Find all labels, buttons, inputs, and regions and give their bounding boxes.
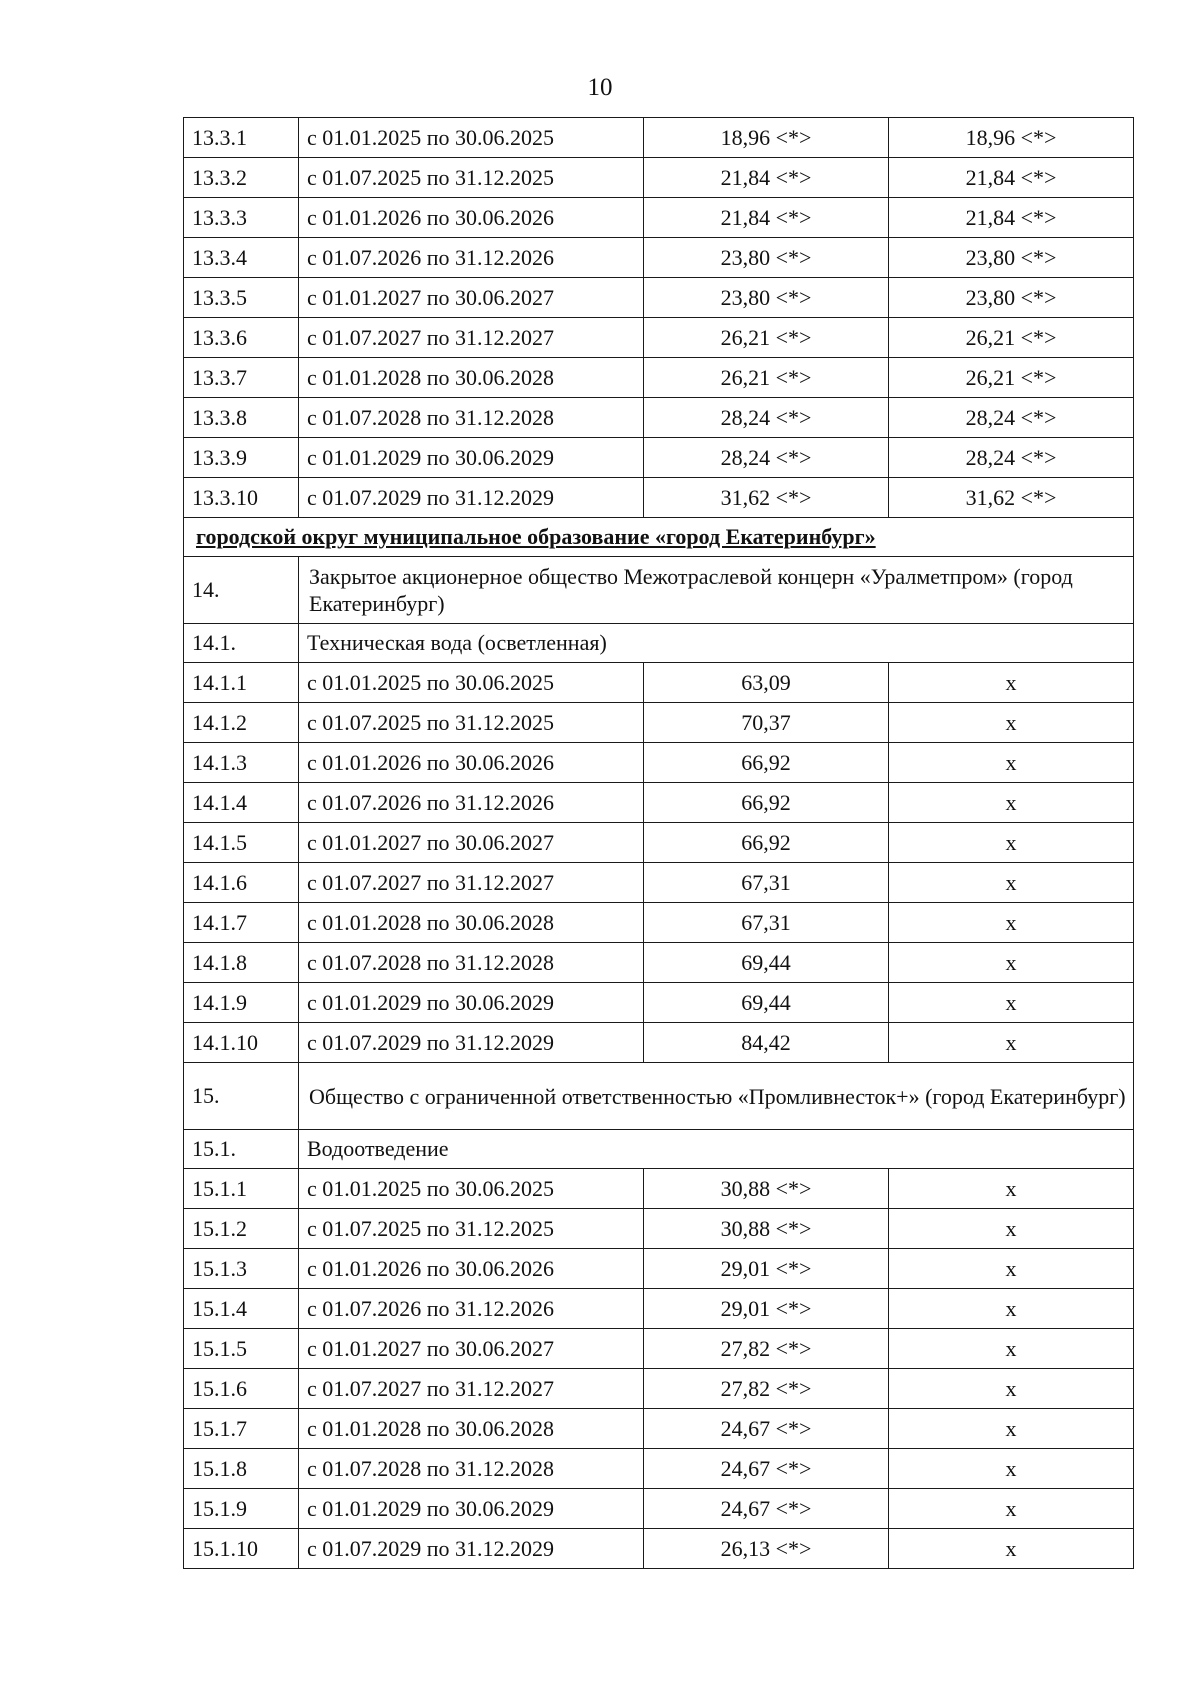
tariff-value-2: 21,84 <*> bbox=[889, 198, 1134, 238]
tariff-table bbox=[183, 117, 1134, 1569]
service-number: 14.1. bbox=[184, 624, 299, 663]
period-cell: с 01.01.2026 по 30.06.2026 bbox=[299, 198, 644, 238]
tariff-value-2: 26,21 <*> bbox=[889, 358, 1134, 398]
table-row bbox=[184, 1329, 1134, 1369]
row-number: 14.1.7 bbox=[184, 903, 299, 943]
tariff-value-2: х bbox=[889, 943, 1134, 983]
table-row bbox=[184, 398, 1134, 438]
tariff-value-2: х bbox=[889, 1329, 1134, 1369]
tariff-value-1: 27,82 <*> bbox=[644, 1369, 889, 1409]
section-heading-row bbox=[184, 518, 1134, 557]
tariff-value-1: 23,80 <*> bbox=[644, 278, 889, 318]
tariff-value-2: х bbox=[889, 1529, 1134, 1569]
tariff-value-1: 29,01 <*> bbox=[644, 1289, 889, 1329]
table-row bbox=[184, 743, 1134, 783]
table-row bbox=[184, 1209, 1134, 1249]
tariff-value-1: 28,24 <*> bbox=[644, 398, 889, 438]
row-number: 13.3.7 bbox=[184, 358, 299, 398]
service-name: Техническая вода (осветленная) bbox=[299, 624, 1134, 663]
tariff-value-1: 26,21 <*> bbox=[644, 318, 889, 358]
tariff-value-1: 70,37 bbox=[644, 703, 889, 743]
period-cell: с 01.07.2028 по 31.12.2028 bbox=[299, 1449, 644, 1489]
row-number: 13.3.10 bbox=[184, 478, 299, 518]
tariff-value-2: х bbox=[889, 823, 1134, 863]
period-cell: с 01.01.2029 по 30.06.2029 bbox=[299, 983, 644, 1023]
service-row bbox=[184, 1130, 1134, 1169]
tariff-value-1: 84,42 bbox=[644, 1023, 889, 1063]
period-cell: с 01.07.2029 по 31.12.2029 bbox=[299, 1529, 644, 1569]
tariff-value-2: х bbox=[889, 1169, 1134, 1209]
tariff-value-2: 26,21 <*> bbox=[889, 318, 1134, 358]
tariff-value-1: 31,62 <*> bbox=[644, 478, 889, 518]
organization-row bbox=[184, 557, 1134, 624]
tariff-value-2: х bbox=[889, 863, 1134, 903]
period-cell: с 01.01.2027 по 30.06.2027 bbox=[299, 1329, 644, 1369]
table-row bbox=[184, 238, 1134, 278]
table-row bbox=[184, 903, 1134, 943]
organization-name: Общество с ограниченной ответственностью «Промливнесток+» (город Екатеринбург) bbox=[299, 1063, 1134, 1130]
table-row bbox=[184, 158, 1134, 198]
row-number: 15.1.3 bbox=[184, 1249, 299, 1289]
tariff-value-1: 26,21 <*> bbox=[644, 358, 889, 398]
tariff-value-2: 18,96 <*> bbox=[889, 118, 1134, 158]
tariff-value-2: х bbox=[889, 1289, 1134, 1329]
tariff-value-2: х bbox=[889, 1249, 1134, 1289]
tariff-value-2: х bbox=[889, 1409, 1134, 1449]
period-cell: с 01.07.2027 по 31.12.2027 bbox=[299, 863, 644, 903]
period-cell: с 01.01.2025 по 30.06.2025 bbox=[299, 1169, 644, 1209]
table-row bbox=[184, 783, 1134, 823]
row-number: 13.3.9 bbox=[184, 438, 299, 478]
tariff-value-2: х bbox=[889, 1023, 1134, 1063]
row-number: 14.1.5 bbox=[184, 823, 299, 863]
table-row bbox=[184, 663, 1134, 703]
period-cell: с 01.01.2027 по 30.06.2027 bbox=[299, 278, 644, 318]
period-cell: с 01.01.2028 по 30.06.2028 bbox=[299, 1409, 644, 1449]
row-number: 13.3.3 bbox=[184, 198, 299, 238]
tariff-value-2: х bbox=[889, 983, 1134, 1023]
row-number: 14.1.8 bbox=[184, 943, 299, 983]
tariff-value-2: х bbox=[889, 663, 1134, 703]
row-number: 15.1.7 bbox=[184, 1409, 299, 1449]
service-name: Водоотведение bbox=[299, 1130, 1134, 1169]
tariff-value-1: 30,88 <*> bbox=[644, 1169, 889, 1209]
tariff-value-1: 30,88 <*> bbox=[644, 1209, 889, 1249]
section-heading: городской округ муниципальное образование «город Екатеринбург» bbox=[184, 518, 1134, 557]
period-cell: с 01.07.2028 по 31.12.2028 bbox=[299, 943, 644, 983]
row-number: 15.1.9 bbox=[184, 1489, 299, 1529]
tariff-value-1: 67,31 bbox=[644, 863, 889, 903]
tariff-value-1: 26,13 <*> bbox=[644, 1529, 889, 1569]
row-number: 14.1.4 bbox=[184, 783, 299, 823]
tariff-value-1: 29,01 <*> bbox=[644, 1249, 889, 1289]
tariff-value-1: 67,31 bbox=[644, 903, 889, 943]
table-row bbox=[184, 198, 1134, 238]
period-cell: с 01.07.2025 по 31.12.2025 bbox=[299, 1209, 644, 1249]
table-row bbox=[184, 983, 1134, 1023]
period-cell: с 01.07.2026 по 31.12.2026 bbox=[299, 1289, 644, 1329]
period-cell: с 01.01.2029 по 30.06.2029 bbox=[299, 1489, 644, 1529]
tariff-value-1: 66,92 bbox=[644, 783, 889, 823]
service-number: 15.1. bbox=[184, 1130, 299, 1169]
tariff-value-2: 28,24 <*> bbox=[889, 438, 1134, 478]
row-number: 13.3.8 bbox=[184, 398, 299, 438]
table-row bbox=[184, 358, 1134, 398]
period-cell: с 01.01.2027 по 30.06.2027 bbox=[299, 823, 644, 863]
row-number: 15.1.8 bbox=[184, 1449, 299, 1489]
row-number: 13.3.4 bbox=[184, 238, 299, 278]
tariff-value-2: 23,80 <*> bbox=[889, 238, 1134, 278]
period-cell: с 01.07.2025 по 31.12.2025 bbox=[299, 703, 644, 743]
tariff-value-1: 69,44 bbox=[644, 943, 889, 983]
tariff-value-2: х bbox=[889, 1449, 1134, 1489]
row-number: 15.1.6 bbox=[184, 1369, 299, 1409]
period-cell: с 01.07.2026 по 31.12.2026 bbox=[299, 238, 644, 278]
period-cell: с 01.07.2025 по 31.12.2025 bbox=[299, 158, 644, 198]
period-cell: с 01.01.2026 по 30.06.2026 bbox=[299, 1249, 644, 1289]
table-row bbox=[184, 1529, 1134, 1569]
table-row bbox=[184, 823, 1134, 863]
service-row bbox=[184, 624, 1134, 663]
organization-number: 15. bbox=[184, 1063, 299, 1130]
period-cell: с 01.07.2027 по 31.12.2027 bbox=[299, 1369, 644, 1409]
table-row bbox=[184, 318, 1134, 358]
tariff-value-2: 21,84 <*> bbox=[889, 158, 1134, 198]
table-row bbox=[184, 703, 1134, 743]
tariff-value-2: х bbox=[889, 743, 1134, 783]
row-number: 14.1.10 bbox=[184, 1023, 299, 1063]
period-cell: с 01.01.2025 по 30.06.2025 bbox=[299, 663, 644, 703]
period-cell: с 01.07.2026 по 31.12.2026 bbox=[299, 783, 644, 823]
period-cell: с 01.01.2025 по 30.06.2025 bbox=[299, 118, 644, 158]
tariff-value-2: х bbox=[889, 1369, 1134, 1409]
row-number: 15.1.5 bbox=[184, 1329, 299, 1369]
organization-name: Закрытое акционерное общество Межотраслевой концерн «Уралметпром» (город Екатеринбург) bbox=[299, 557, 1134, 624]
row-number: 14.1.2 bbox=[184, 703, 299, 743]
tariff-value-1: 27,82 <*> bbox=[644, 1329, 889, 1369]
period-cell: с 01.07.2028 по 31.12.2028 bbox=[299, 398, 644, 438]
row-number: 13.3.1 bbox=[184, 118, 299, 158]
tariff-value-2: х bbox=[889, 703, 1134, 743]
row-number: 15.1.2 bbox=[184, 1209, 299, 1249]
tariff-value-1: 28,24 <*> bbox=[644, 438, 889, 478]
table-row bbox=[184, 1489, 1134, 1529]
table-row bbox=[184, 278, 1134, 318]
tariff-value-1: 69,44 bbox=[644, 983, 889, 1023]
table-row bbox=[184, 1023, 1134, 1063]
tariff-value-1: 24,67 <*> bbox=[644, 1409, 889, 1449]
tariff-value-1: 21,84 <*> bbox=[644, 198, 889, 238]
tariff-value-1: 66,92 bbox=[644, 743, 889, 783]
table-row bbox=[184, 478, 1134, 518]
tariff-value-2: 28,24 <*> bbox=[889, 398, 1134, 438]
tariff-value-2: х bbox=[889, 903, 1134, 943]
period-cell: с 01.01.2028 по 30.06.2028 bbox=[299, 358, 644, 398]
table-row bbox=[184, 1369, 1134, 1409]
table-row bbox=[184, 1169, 1134, 1209]
tariff-value-1: 21,84 <*> bbox=[644, 158, 889, 198]
organization-row bbox=[184, 1063, 1134, 1130]
page-number: 10 bbox=[587, 74, 613, 101]
tariff-table-body bbox=[184, 118, 1134, 1569]
period-cell: с 01.01.2026 по 30.06.2026 bbox=[299, 743, 644, 783]
organization-number: 14. bbox=[184, 557, 299, 624]
tariff-value-1: 24,67 <*> bbox=[644, 1449, 889, 1489]
table-row bbox=[184, 1449, 1134, 1489]
tariff-value-1: 66,92 bbox=[644, 823, 889, 863]
period-cell: с 01.01.2028 по 30.06.2028 bbox=[299, 903, 644, 943]
row-number: 14.1.6 bbox=[184, 863, 299, 903]
table-row bbox=[184, 1409, 1134, 1449]
row-number: 15.1.4 bbox=[184, 1289, 299, 1329]
row-number: 15.1.1 bbox=[184, 1169, 299, 1209]
table-row bbox=[184, 943, 1134, 983]
table-row bbox=[184, 118, 1134, 158]
row-number: 13.3.2 bbox=[184, 158, 299, 198]
tariff-value-2: 31,62 <*> bbox=[889, 478, 1134, 518]
period-cell: с 01.07.2029 по 31.12.2029 bbox=[299, 478, 644, 518]
row-number: 14.1.9 bbox=[184, 983, 299, 1023]
row-number: 15.1.10 bbox=[184, 1529, 299, 1569]
tariff-value-2: х bbox=[889, 1209, 1134, 1249]
row-number: 13.3.5 bbox=[184, 278, 299, 318]
tariff-value-2: 23,80 <*> bbox=[889, 278, 1134, 318]
table-row bbox=[184, 438, 1134, 478]
table-row bbox=[184, 1289, 1134, 1329]
row-number: 13.3.6 bbox=[184, 318, 299, 358]
period-cell: с 01.07.2027 по 31.12.2027 bbox=[299, 318, 644, 358]
table-row bbox=[184, 1249, 1134, 1289]
tariff-value-2: х bbox=[889, 783, 1134, 823]
row-number: 14.1.1 bbox=[184, 663, 299, 703]
tariff-value-1: 23,80 <*> bbox=[644, 238, 889, 278]
tariff-value-1: 18,96 <*> bbox=[644, 118, 889, 158]
period-cell: с 01.01.2029 по 30.06.2029 bbox=[299, 438, 644, 478]
row-number: 14.1.3 bbox=[184, 743, 299, 783]
period-cell: с 01.07.2029 по 31.12.2029 bbox=[299, 1023, 644, 1063]
tariff-value-1: 24,67 <*> bbox=[644, 1489, 889, 1529]
tariff-value-2: х bbox=[889, 1489, 1134, 1529]
tariff-value-1: 63,09 bbox=[644, 663, 889, 703]
table-row bbox=[184, 863, 1134, 903]
